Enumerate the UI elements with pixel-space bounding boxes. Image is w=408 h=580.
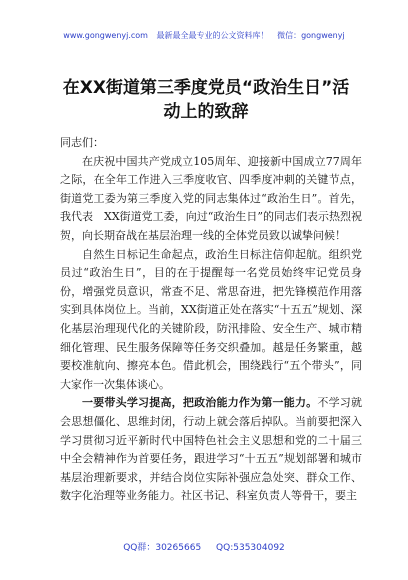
- document-title: 在XX街道第三季度党员“政治生日”活动上的致辞: [62, 78, 350, 122]
- section-text: 不学习就会思想僵化、思维封闭，行动上就会落后掉队。当前要把深入学习贯彻习近平新时代中国特色社会主义思想和党的二十届三中全会精神作为首要任务，跟进学习“十五五”规划部署和城市基层治理新要求，并结合岗位实际补强应急处突、群众工作、数字化治理等业务能力。社区书记、科室负责人等骨干，要主: [60, 396, 362, 503]
- qq-contact: QQ:535304092: [216, 543, 285, 553]
- site-slogan: 最新最全最专业的公文资料库！: [156, 31, 269, 40]
- site-footer: [0, 540, 408, 553]
- paragraph-1: 在庆祝中国共产党成立105周年、迎接新中国成立77周年之际，在全年工作进入三季度收官、四季度冲刺的关键节点，街道党工委为第三季度入党的同志集体过“政治生日”。首先，我代表 XX街道党工委，向过“政治生日”的同志们表示热烈祝贺，向长期奋战在基层治理一线的全体党员致以诚挚问候！: [60, 154, 362, 242]
- qq-group: QQ群：30265665: [123, 543, 202, 553]
- section-lead: 一要带头学习提高，把政治能力作为第一能力。: [82, 396, 318, 410]
- wechat-id: 微信：gongwenyj: [277, 31, 345, 40]
- paragraph-2: 自然生日标记生命起点，政治生日标注信仰起航。组织党员过“政治生日”，目的在于提醒每一名党员始终牢记党员身份，增强党员意识，常查不足、常思奋进，把先锋模范作用落实到具体岗位上。当前，XX街道正处在落实“十五五”规划、深化基层治理现代化的关键阶段，防汛排险、安全生产、城市精细化管理、民生服务保障等任务交织叠加。越是任务繁重，越要校准航向、擦亮本色。借此机会，围绕践行“五个带头”，同大家作一次集体谈心。: [60, 247, 362, 391]
- salutation: 同志们：: [60, 136, 104, 149]
- document-body: [60, 134, 362, 506]
- site-header: [0, 30, 408, 41]
- site-url[interactable]: www.gongwenyj.com: [63, 31, 148, 40]
- paragraph-3: [60, 394, 362, 506]
